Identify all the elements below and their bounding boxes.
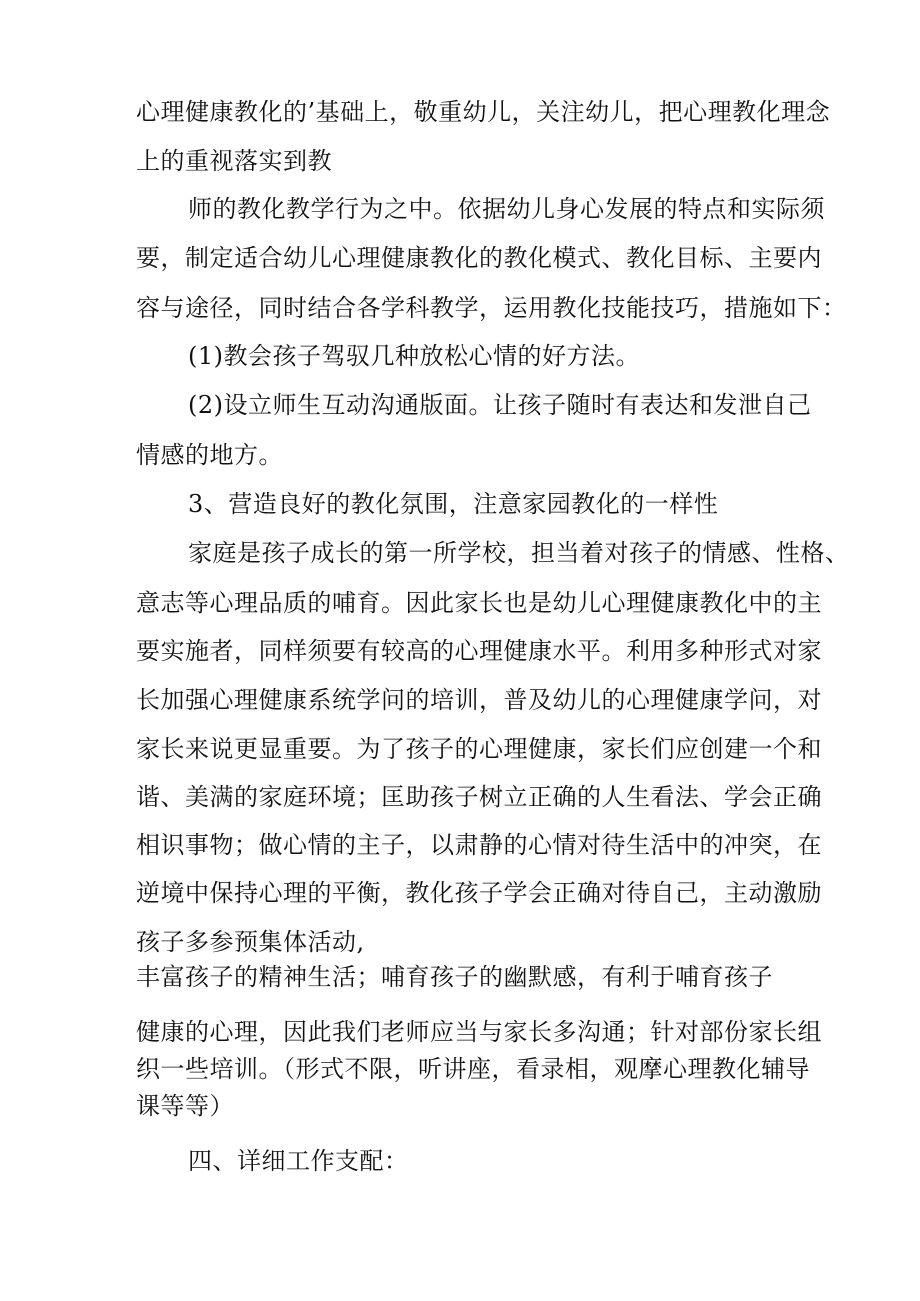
text-line: 上的重视落实到教 bbox=[136, 147, 332, 175]
text-line: 相识事物；做心情的主子，以肃静的心情对待生活中的冲突，在 bbox=[136, 831, 822, 859]
text-line: 师的教化教学行为之中。依据幼儿身心发展的特点和实际须 bbox=[188, 195, 825, 223]
text-line: 心理健康教化的’基础上，敬重幼儿，关注幼儿，把心理教化理念 bbox=[136, 98, 831, 126]
text-line: 健康的心理，因此我们老师应当与家长多沟通；针对部份家长组 bbox=[136, 1018, 822, 1046]
text-line: 织一些培训。（形式不限，听讲座，看录相，观摩心理教化辅导 bbox=[136, 1055, 810, 1083]
text-line: 情感的地方。 bbox=[136, 441, 283, 469]
text-line: 课等等） bbox=[136, 1092, 234, 1120]
text-line: 意志等心理品质的哺育。因此家长也是幼儿心理健康教化中的主 bbox=[136, 589, 822, 617]
text-line: 家庭是孩子成长的第一所学校，担当着对孩子的情感、性格、 bbox=[188, 539, 850, 567]
text-line: 容与途径，同时结合各学科教学，运用教化技能技巧，措施如下： bbox=[136, 294, 847, 322]
text-line: 逆境中保持心理的平衡，教化孩子学会正确对待自己，主动激励 bbox=[136, 879, 822, 907]
text-line: (1)教会孩子驾驭几种放松心情的好方法。 bbox=[188, 342, 640, 370]
text-line: 谐、美满的家庭环境；匡助孩子树立正确的人生看法、学会正确 bbox=[136, 783, 822, 811]
text-line: 要，制定适合幼儿心理健康教化的教化模式、教化目标、主要内 bbox=[136, 244, 822, 272]
text-line: 要实施者，同样须要有较高的心理健康水平。利用多种形式对家 bbox=[136, 637, 822, 665]
text-line: 孩子多参预集体活动, bbox=[136, 928, 365, 956]
section-heading: 四、详细工作支配： bbox=[188, 1147, 409, 1175]
text-line: 丰富孩子的精神生活；哺育孩子的幽默感，有利于哺育孩子 bbox=[136, 963, 773, 991]
text-line: 长加强心理健康系统学问的培训，普及幼儿的心理健康学问，对 bbox=[136, 686, 822, 714]
text-line: (2)设立师生互动沟通版面。让孩子随时有表达和发泄自己 bbox=[188, 391, 812, 419]
section-heading: 3、营造良好的教化氛围，注意家园教化的一样性 bbox=[188, 490, 719, 518]
text-line: 家长来说更显重要。为了孩子的心理健康，家长们应创建一个和 bbox=[136, 735, 822, 763]
